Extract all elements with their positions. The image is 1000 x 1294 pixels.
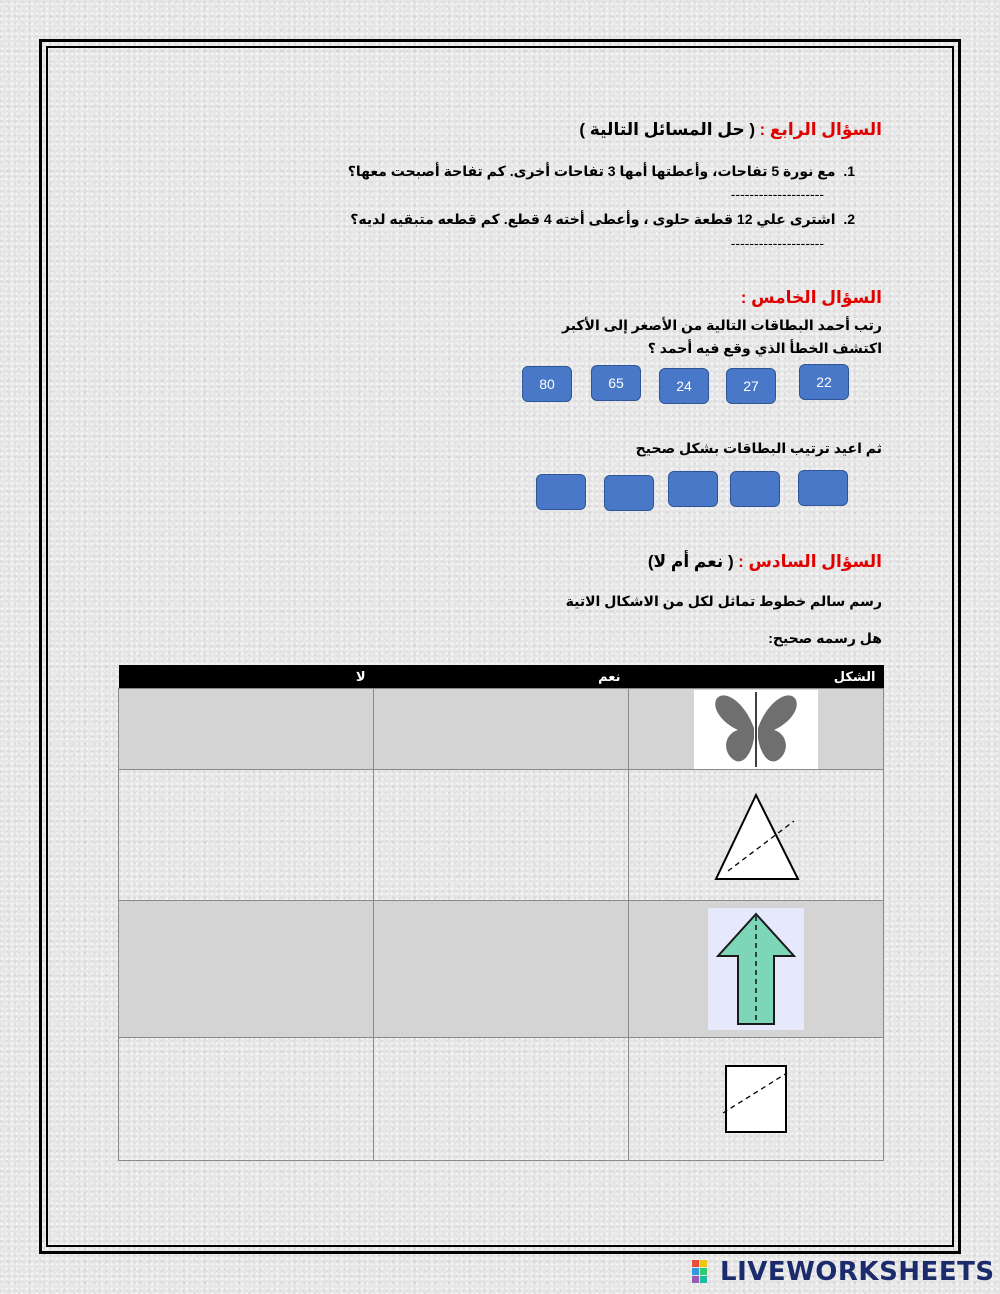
- logo-text: LIVEWORKSHEETS: [720, 1257, 995, 1287]
- q6-question: هل رسمه صحيح:: [768, 630, 882, 646]
- no-answer-cell[interactable]: [119, 901, 374, 1038]
- q4-problem-1: [348, 163, 855, 180]
- logo-blocks-icon: [692, 1260, 716, 1284]
- q6-heading: السؤال السادس :: [738, 552, 882, 571]
- number-card: 65: [591, 365, 641, 401]
- problem-number: 1.: [843, 163, 855, 179]
- yes-answer-cell[interactable]: [374, 689, 629, 770]
- arrow-icon: [708, 908, 804, 1030]
- q4-problem-2: [350, 211, 855, 228]
- answer-card-slot[interactable]: [604, 475, 654, 511]
- q6-heading-line: [648, 552, 882, 572]
- table-row: [119, 689, 884, 770]
- q4-heading-line: [579, 120, 882, 140]
- header-yes: نعم: [374, 665, 629, 689]
- q5-heading: السؤال الخامس :: [740, 288, 882, 307]
- problem-text: اشترى علي 12 قطعة حلوى ، وأعطى أخته 4 قطع. كم قطعه متبقيه لديه؟: [350, 211, 836, 227]
- answer-card-slot[interactable]: [536, 474, 586, 510]
- q5-instruction: رتب أحمد البطاقات التالية من الأصغر إلى الأكبر: [561, 317, 882, 333]
- shape-cell: [629, 689, 884, 770]
- answer-card-slot[interactable]: [668, 471, 718, 507]
- table-row: [119, 1038, 884, 1161]
- q4-answer-line-2[interactable]: --------------------: [730, 235, 824, 251]
- problem-number: 2.: [843, 211, 855, 227]
- liveworksheets-logo[interactable]: [692, 1254, 995, 1290]
- yes-answer-cell[interactable]: [374, 1038, 629, 1161]
- q5-question: اكتشف الخطأ الذي وقع فيه أحمد ؟: [647, 340, 882, 356]
- square-icon: [721, 1061, 791, 1137]
- header-shape: الشكل: [629, 665, 884, 689]
- q4-answer-line-1[interactable]: --------------------: [730, 186, 824, 202]
- table-row: [119, 901, 884, 1038]
- no-answer-cell[interactable]: [119, 770, 374, 901]
- problem-text: مع نورة 5 تفاحات، وأعطتها أمها 3 تفاحات أخرى. كم تفاحة أصبحت معها؟: [347, 163, 836, 179]
- q6-subheading: ( نعم أم لا): [647, 552, 734, 571]
- number-card: 80: [522, 366, 572, 402]
- answer-card-slot[interactable]: [730, 471, 780, 507]
- table-header-row: [119, 665, 884, 689]
- table-row: [119, 770, 884, 901]
- number-card: 24: [659, 368, 709, 404]
- number-card: 22: [799, 364, 849, 400]
- shape-cell: [629, 770, 884, 901]
- shape-cell: [629, 901, 884, 1038]
- no-answer-cell[interactable]: [119, 689, 374, 770]
- no-answer-cell[interactable]: [119, 1038, 374, 1161]
- q6-instruction: رسم سالم خطوط تماثل لكل من الاشكال الاتية: [565, 593, 882, 609]
- answer-card-slot[interactable]: [798, 470, 848, 506]
- yes-answer-cell[interactable]: [374, 901, 629, 1038]
- q4-heading: السؤال الرابع :: [759, 120, 882, 139]
- shape-cell: [629, 1038, 884, 1161]
- yes-answer-cell[interactable]: [374, 770, 629, 901]
- q4-subheading: ( حل المسائل التالية ): [579, 120, 756, 139]
- butterfly-icon: [694, 690, 818, 769]
- triangle-icon: [706, 785, 806, 885]
- number-card: 27: [726, 368, 776, 404]
- q5-reorder-label: ثم اعيد ترتيب البطاقات بشكل صحيح: [635, 440, 882, 456]
- header-no: لا: [119, 665, 374, 689]
- symmetry-table: [118, 665, 884, 1161]
